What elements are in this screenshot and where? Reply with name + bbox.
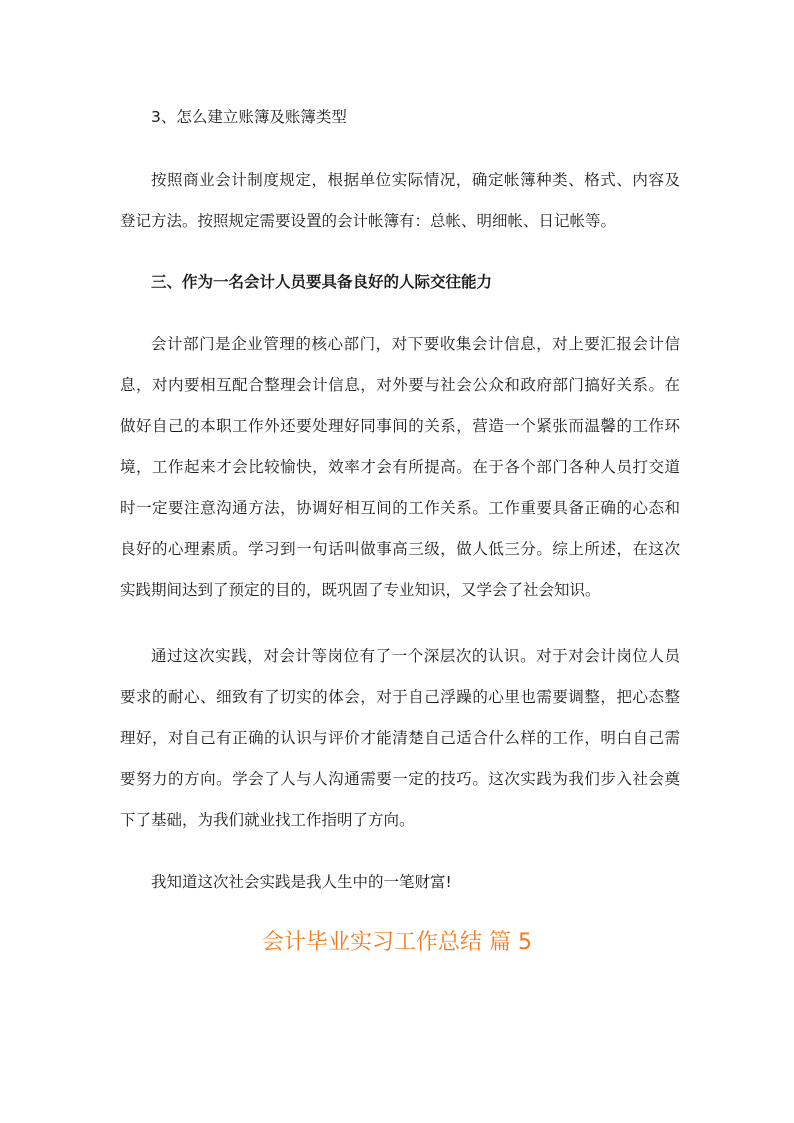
paragraph-line: 会计部门是企业管理的核心部门，对下要收集会计信息，对上要汇报会计信 [151,335,680,353]
paragraph-line: 时一定要注意沟通方法，协调好相互间的工作关系。工作重要具备正确的心态和 [120,499,680,517]
section-title: 会计毕业实习工作总结 篇 5 [262,930,532,955]
sub-heading: 3、怎么建立账簿及账簿类型 [151,108,347,126]
section-heading: 三、作为一名会计人员要具备良好的人际交往能力 [151,273,493,291]
paragraph-line: 理好，对自己有正确的认识与评价才能清楚自己适合什么样的工作，明白自己需 [120,729,680,747]
paragraph-line: 登记方法。按照规定需要设置的会计帐簿有：总帐、明细帐、日记帐等。 [120,212,617,230]
paragraph-line: 要求的耐心、细致有了切实的体会，对于自己浮躁的心里也需要调整，把心态整 [120,688,680,706]
paragraph-line: 良好的心理素质。学习到一句话叫做事高三级，做人低三分。综上所述，在这次 [120,540,680,558]
paragraph-line: 按照商业会计制度规定，根据单位实际情况，确定帐簿种类、格式、内容及 [151,171,680,189]
paragraph-line: 境，工作起来才会比较愉快，效率才会有所提高。在于各个部门各种人员打交道 [120,458,680,476]
paragraph-line: 实践期间达到了预定的目的，既巩固了专业知识，又学会了社会知识。 [120,581,601,599]
paragraph-line: 通过这次实践，对会计等岗位有了一个深层次的认识。对于对会计岗位人员 [151,647,680,665]
paragraph-line: 息，对内要相互配合整理会计信息，对外要与社会公众和政府部门搞好关系。在 [120,376,680,394]
paragraph-line: 要努力的方向。学会了人与人沟通需要一定的技巧。这次实践为我们步入社会奠 [120,770,680,788]
paragraph-line: 下了基础，为我们就业找工作指明了方向。 [120,811,415,829]
paragraph-line: 做好自己的本职工作外还要处理好同事间的关系，营造一个紧张而温馨的工作环 [120,417,680,435]
paragraph-4: 我知道这次社会实践是我人生中的一笔财富! [151,873,452,891]
